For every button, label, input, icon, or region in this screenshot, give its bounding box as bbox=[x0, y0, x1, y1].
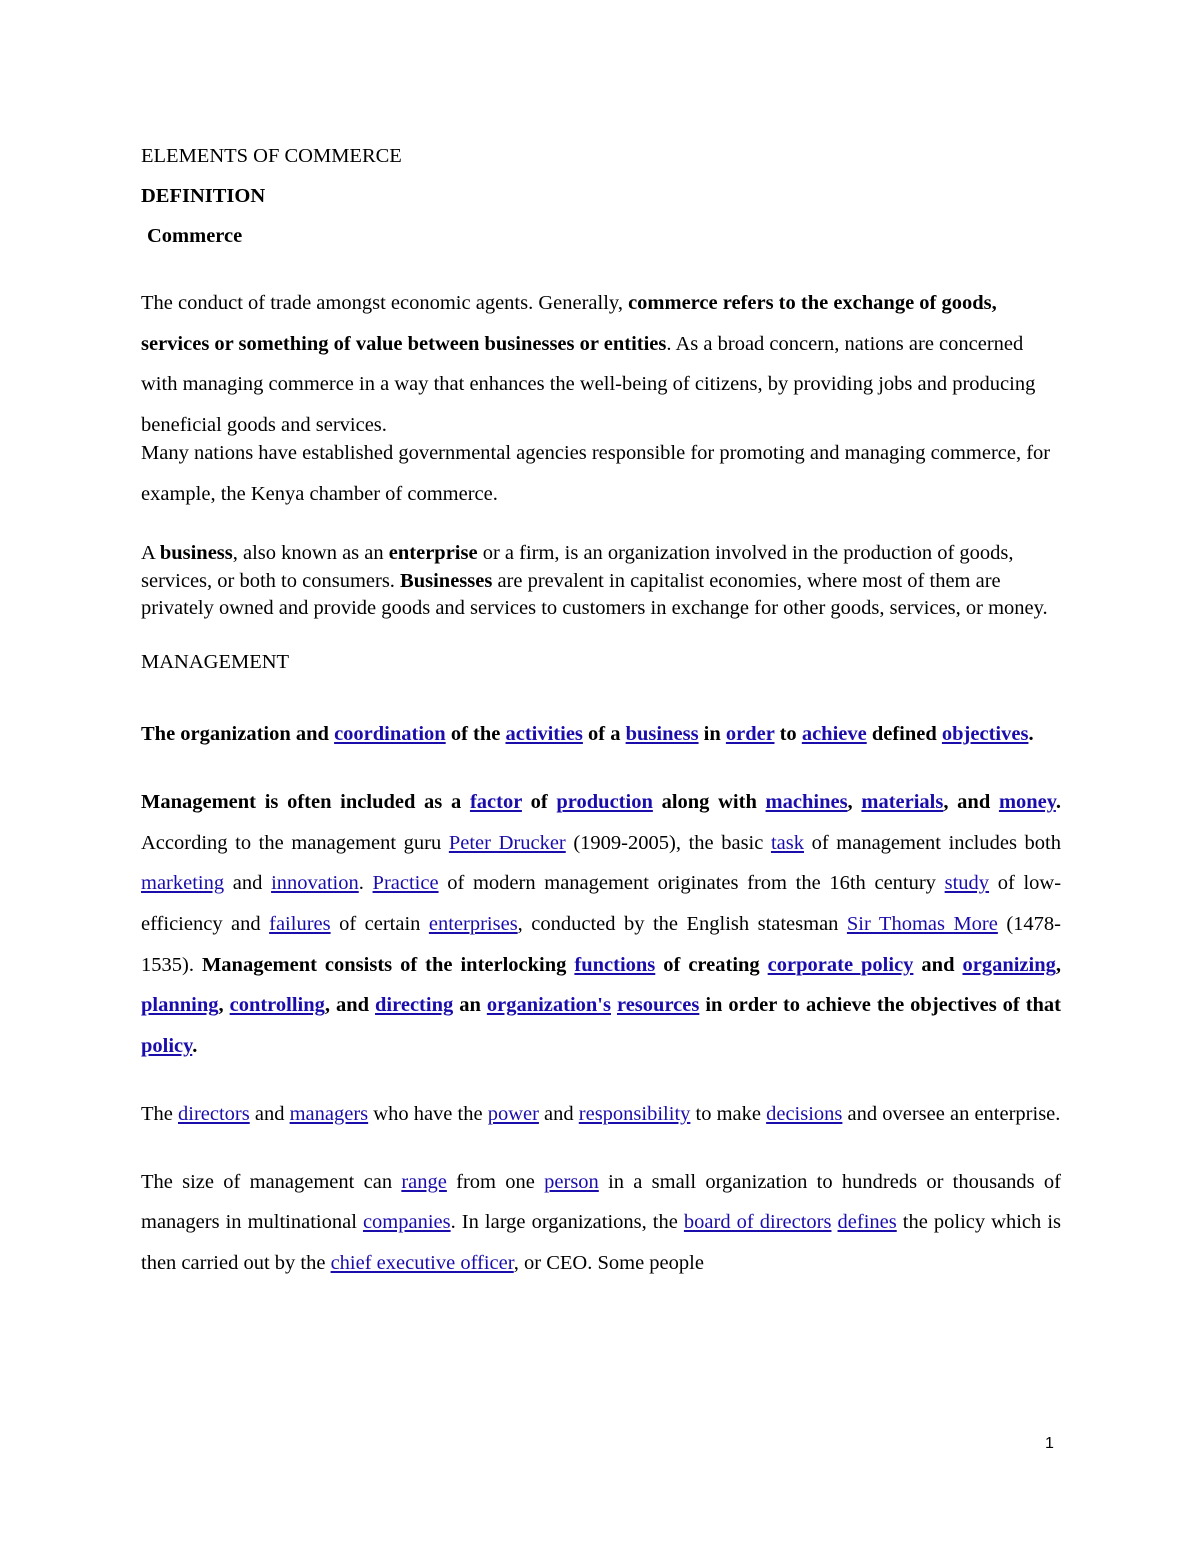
link-coordination[interactable]: coordination bbox=[334, 723, 446, 746]
link-companies[interactable]: companies bbox=[362, 1211, 451, 1234]
link-factor[interactable]: factor bbox=[469, 790, 522, 813]
link-production[interactable]: production bbox=[556, 790, 653, 813]
management-size-paragraph: The size of management can range from one person in a small organization to hundreds or thousands of managers in multinational companies. In large organizations, the board of directors defines the policy which is then carried out by the chief executive officer, or CEO. Some people bbox=[141, 1170, 1062, 1274]
link-board-of-directors[interactable]: board of directors bbox=[683, 1211, 832, 1234]
management-heading: MANAGEMENT bbox=[141, 650, 290, 673]
link-practice[interactable]: Practice bbox=[372, 872, 439, 895]
commerce-definition-paragraph: The conduct of trade amongst economic agents. Generally, commerce refers to the exchange of goods, services or something of value between businesses or entities. As a broad concern, nations are concerned with managing commerce in a way that enhances the well-being of citizens, by providing jobs and producing beneficial goods and services. bbox=[141, 292, 1036, 437]
link-machines[interactable]: machines bbox=[765, 790, 848, 813]
link-failures[interactable]: failures bbox=[269, 913, 331, 936]
link-organizing[interactable]: organizing bbox=[962, 953, 1056, 976]
link-objectives[interactable]: objectives bbox=[941, 723, 1029, 746]
link-organizations[interactable]: organization's bbox=[486, 994, 611, 1017]
link-decisions[interactable]: decisions bbox=[766, 1102, 843, 1125]
link-managers[interactable]: managers bbox=[289, 1102, 369, 1125]
business-paragraph: A business, also known as an enterprise or a firm, is an organization involved in the production of goods, services, or both to consumers. Businesses are prevalent in capitalist economies, where most of them are privately owned and provide goods and services to customers in exchange for other goods, services, or money. bbox=[141, 542, 1048, 620]
link-functions[interactable]: functions bbox=[574, 953, 656, 976]
document-page bbox=[141, 136, 1061, 1284]
link-directing[interactable]: directing bbox=[375, 994, 454, 1017]
agencies-paragraph: Many nations have established governmental agencies responsible for promoting and managing commerce, for example, the Kenya chamber of commerce. bbox=[141, 441, 1051, 505]
commerce-definition-bold: commerce refers to the exchange of goods, services or something of value between businesses or entities bbox=[141, 292, 997, 355]
management-factor-paragraph: Management is often included as a factor of production along with machines, materials, and money. According to the management guru Peter Drucker (1909-2005), the basic task of management includes both marketing and innovation. Practice of modern management originates from the 16th century study of low-efficiency and failures of certain enterprises, conducted by the English statesman Sir Thomas More (1478-1535). Management consists of the interlocking functions of creating corporate policy and organizing, planning, controlling, and directing an organization's resources in order to achieve the objectives of that policy. bbox=[141, 790, 1062, 1058]
link-materials[interactable]: materials bbox=[861, 790, 944, 813]
link-policy[interactable]: policy bbox=[141, 1035, 193, 1058]
definition-heading: DEFINITION bbox=[141, 185, 266, 207]
link-study[interactable]: study bbox=[944, 872, 990, 895]
link-peter-drucker[interactable]: Peter Drucker bbox=[448, 831, 566, 854]
link-controlling[interactable]: controlling bbox=[229, 994, 325, 1017]
link-power[interactable]: power bbox=[487, 1102, 539, 1125]
link-enterprises[interactable]: enterprises bbox=[428, 913, 518, 936]
link-business[interactable]: business bbox=[625, 723, 699, 746]
link-defines[interactable]: defines bbox=[837, 1211, 897, 1234]
link-chief-executive-officer[interactable]: chief executive officer bbox=[330, 1251, 514, 1274]
link-corporate-policy[interactable]: corporate policy bbox=[767, 953, 914, 976]
link-directors[interactable]: directors bbox=[178, 1102, 250, 1125]
link-sir-thomas-more[interactable]: Sir Thomas More bbox=[846, 913, 998, 936]
directors-paragraph: The directors and managers who have the power and responsibility to make decisions and oversee an enterprise. bbox=[141, 1102, 1061, 1125]
document-title: ELEMENTS OF COMMERCE bbox=[141, 145, 402, 167]
link-innovation[interactable]: innovation bbox=[271, 872, 359, 895]
link-activities[interactable]: activities bbox=[505, 723, 583, 746]
page-number: 1 bbox=[1045, 1435, 1054, 1452]
link-resources[interactable]: resources bbox=[616, 994, 700, 1017]
link-order[interactable]: order bbox=[725, 723, 775, 746]
link-responsibility[interactable]: responsibility bbox=[578, 1102, 691, 1125]
commerce-heading: Commerce bbox=[147, 225, 243, 247]
link-task[interactable]: task bbox=[770, 831, 804, 854]
management-definition-paragraph: The organization and coordination of the activities of a business in order to achieve defined objectives. bbox=[141, 723, 1034, 746]
link-range[interactable]: range bbox=[401, 1170, 447, 1193]
link-planning[interactable]: planning bbox=[141, 994, 219, 1017]
link-marketing[interactable]: marketing bbox=[141, 872, 225, 895]
link-person[interactable]: person bbox=[544, 1170, 599, 1193]
link-achieve[interactable]: achieve bbox=[801, 723, 867, 746]
link-money[interactable]: money bbox=[998, 790, 1056, 813]
